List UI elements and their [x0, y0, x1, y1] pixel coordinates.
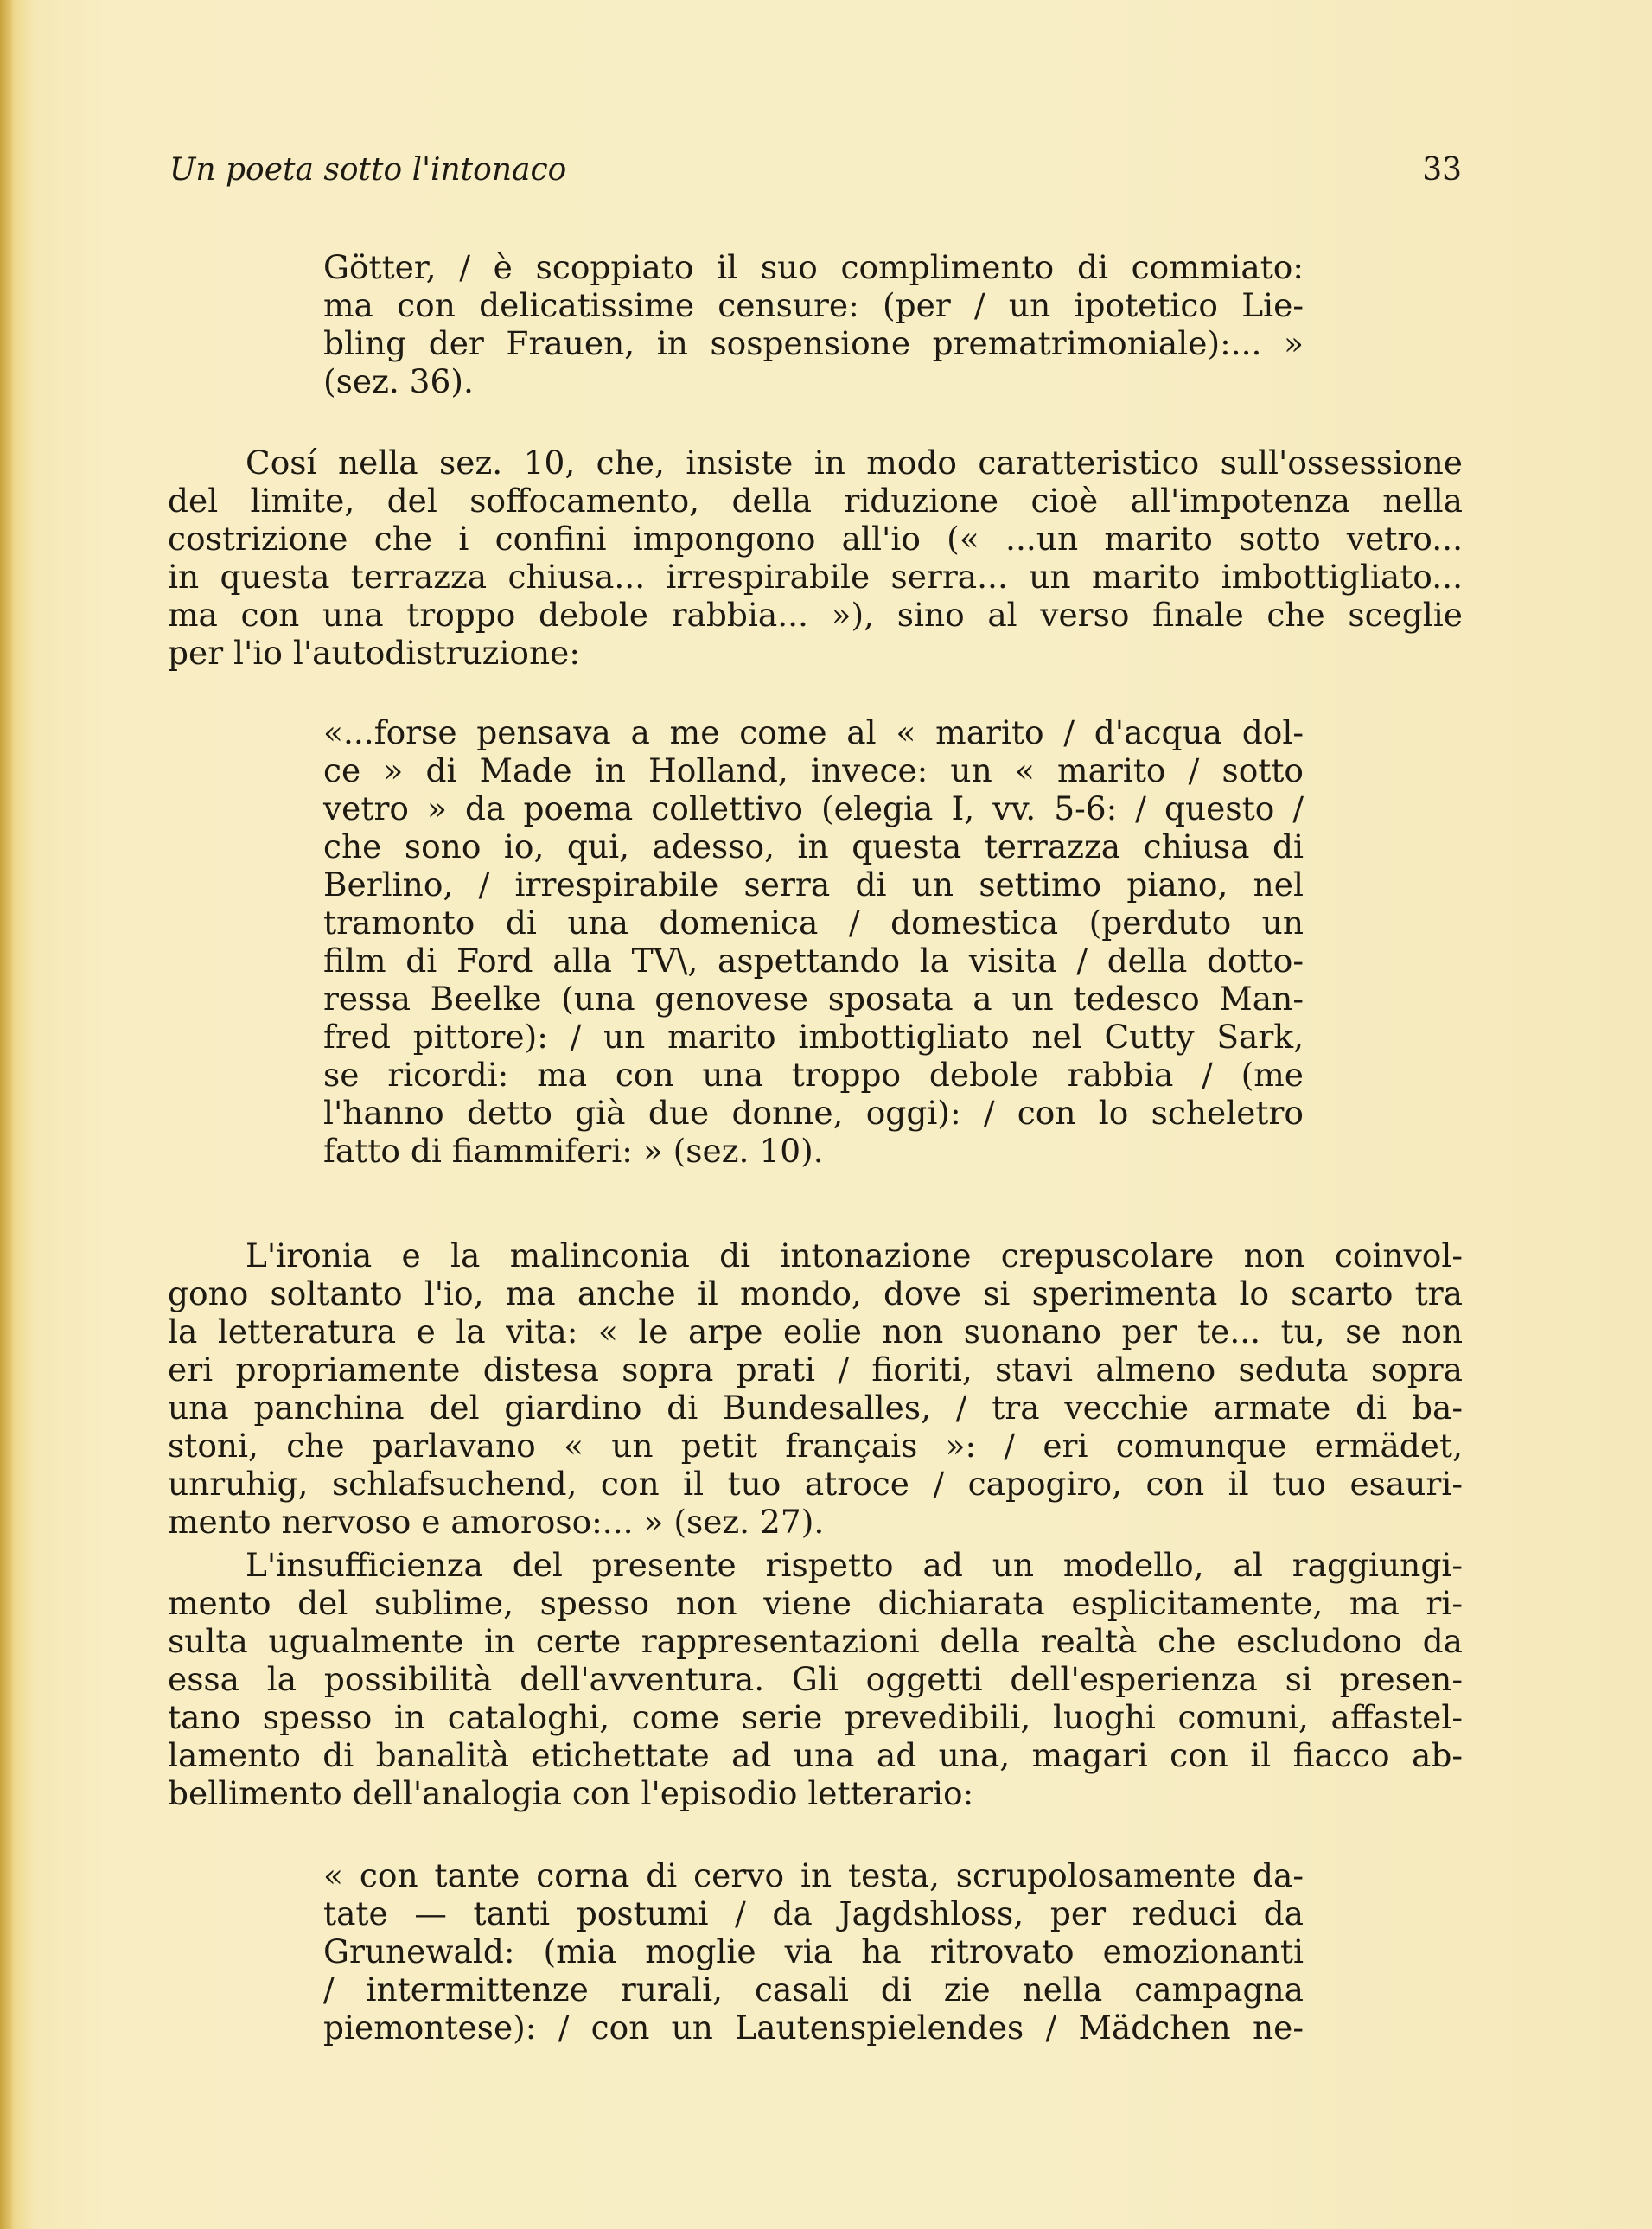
text-line: L'insufficienza del presente rispetto ad un modello, al raggiungi- — [246, 1546, 1463, 1584]
text-line: mento nervoso e amoroso:... » (sez. 27). — [168, 1503, 825, 1541]
quote-line: Götter, / è scoppiato il suo complimento di commiato: — [323, 248, 1304, 286]
text-line: mento del sublime, spesso non viene dichiarata esplicitamente, ma ri- — [168, 1584, 1463, 1622]
quote-line: tramonto di una domenica / domestica (perduto un — [323, 904, 1304, 942]
quote-line: vetro » da poema collettivo (elegia I, vv. 5-6: / questo / — [323, 789, 1304, 827]
quote-line: tate — tanti postumi / da Jagdshloss, per reduci da — [323, 1894, 1304, 1932]
quote-line: se ricordi: ma con una troppo debole rabbia / (me — [323, 1056, 1304, 1094]
running-title: Un poeta sotto l'intonaco — [169, 152, 567, 188]
quote-line: ressa Beelke (una genovese sposata a un tedesco Man- — [323, 980, 1304, 1018]
quote-line: «...forse pensava a me come al « marito / d'acqua dol- — [323, 713, 1304, 751]
page-edge — [0, 0, 12, 2229]
text-line: in questa terrazza chiusa... irrespirabile serra... un marito imbottigliato... — [168, 558, 1463, 596]
quote-line: Grunewald: (mia moglie via ha ritrovato emozionanti — [323, 1932, 1304, 1970]
text-line: L'ironia e la malinconia di intonazione crepuscolare non coinvol- — [246, 1236, 1463, 1274]
text-line: tano spesso in cataloghi, come serie prevedibili, luoghi comuni, affastel- — [168, 1698, 1463, 1736]
text-line: per l'io l'autodistruzione: — [168, 634, 580, 672]
text-line: lamento di banalità etichettate ad una ad una, magari con il fiacco ab- — [168, 1736, 1463, 1774]
running-head — [169, 149, 1462, 192]
quote-line: piemontese): / con un Lautenspielendes / Mädchen ne- — [323, 2009, 1304, 2047]
quote-line: ce » di Made in Holland, invece: un « marito / sotto — [323, 751, 1304, 789]
page-number: 33 — [1422, 152, 1462, 188]
text-line: eri propriamente distesa sopra prati / fioriti, stavi almeno seduta sopra — [168, 1351, 1463, 1389]
text-line: sulta ugualmente in certe rappresentazioni della realtà che escludono da — [168, 1622, 1463, 1660]
text-line: bellimento dell'analogia con l'episodio letterario: — [168, 1774, 974, 1812]
text-line: ma con una troppo debole rabbia... »), sino al verso finale che sceglie — [168, 596, 1463, 634]
quote-line: « con tante corna di cervo in testa, scrupolosamente da- — [323, 1856, 1304, 1894]
quote-line: (sez. 36). — [323, 362, 474, 400]
quote-line: l'hanno detto già due donne, oggi): / con lo scheletro — [323, 1094, 1304, 1132]
text-line: una panchina del giardino di Bundesalles, / tra vecchie armate di ba- — [168, 1389, 1463, 1427]
quote-line: fred pittore): / un marito imbottigliato nel Cutty Sark, — [323, 1018, 1304, 1056]
text-line: la letteratura e la vita: « le arpe eolie non suonano per te... tu, se non — [168, 1312, 1463, 1351]
quote-line: / intermittenze rurali, casali di zie nella campagna — [323, 1970, 1304, 2009]
text-line: del limite, del soffocamento, della riduzione cioè all'impotenza nella — [168, 482, 1463, 520]
quote-line: bling der Frauen, in sospensione prematrimoniale):... » — [323, 324, 1304, 362]
text-line: gono soltanto l'io, ma anche il mondo, dove si sperimenta lo scarto tra — [168, 1274, 1463, 1312]
quote-line: ma con delicatissime censure: (per / un ipotetico Lie- — [323, 286, 1304, 324]
quote-line: film di Ford alla TV\, aspettando la visita / della dotto- — [323, 942, 1304, 980]
text-line: Cosí nella sez. 10, che, insiste in modo caratteristico sull'ossessione — [246, 444, 1463, 482]
quote-line: fatto di fiammiferi: » (sez. 10). — [323, 1132, 824, 1170]
text-line: unruhig, schlafsuchend, con il tuo atroce / capogiro, con il tuo esauri- — [168, 1465, 1463, 1503]
text-line: costrizione che i confini impongono all'io (« ...un marito sotto vetro... — [168, 520, 1463, 558]
quote-line: Berlino, / irrespirabile serra di un settimo piano, nel — [323, 865, 1304, 904]
text-line: essa la possibilità dell'avventura. Gli oggetti dell'esperienza si presen- — [168, 1660, 1463, 1698]
text-line: stoni, che parlavano « un petit français »: / eri comunque ermädet, — [168, 1427, 1463, 1465]
quote-line: che sono io, qui, adesso, in questa terrazza chiusa di — [323, 827, 1304, 865]
